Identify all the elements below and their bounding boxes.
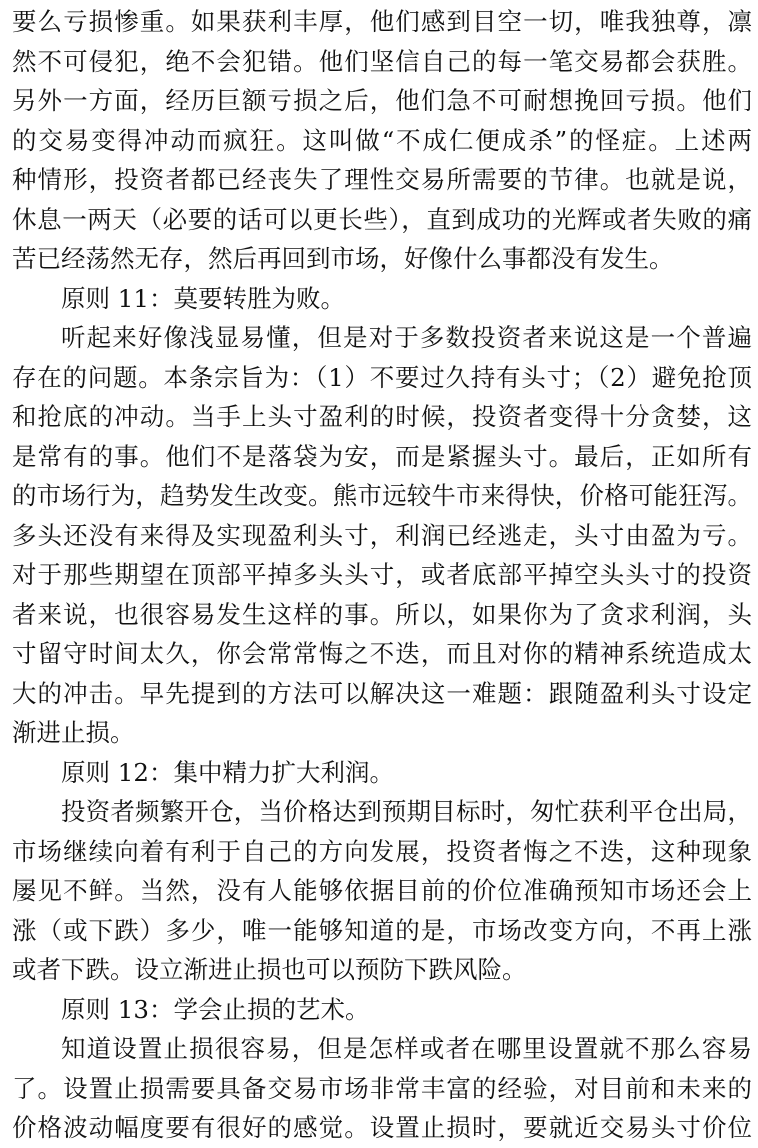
text-line: 听起来好像浅显易懂，但是对于多数投资者来说这是一个普遍 — [61, 323, 752, 352]
text-line: 存在的问题。本条宗旨为：（1）不要过久持有头寸；（2）避免抢顶 — [12, 362, 752, 392]
text-line: 屡见不鲜。当然，没有人能够依据目前的价位准确预知市场还会上 — [12, 876, 752, 905]
text-line: 大的冲击。早先提到的方法可以解决这一难题：跟随盈利头寸设定 — [12, 678, 752, 708]
text-line: 的市场行为，趋势发生改变。熊市远较牛市来得快，价格可能狂泻。 — [12, 481, 752, 510]
text-line: 渐进止损。 — [12, 718, 135, 747]
text-line: 另外一方面，经历巨额亏损之后，他们急不可耐想挽回亏损。他们 — [12, 86, 752, 115]
text-line: 知道设置止损很容易，但是怎样或者在哪里设置就不那么容易 — [61, 1034, 752, 1063]
text-line: 了。设置止损需要具备交易市场非常丰富的经验，对目前和未来的 — [12, 1073, 752, 1103]
principle-heading: 原则 12：集中精力扩大利润。 — [61, 757, 394, 787]
text-line: 是常有的事。他们不是落袋为安，而是紧握头寸。最后，正如所有 — [12, 441, 752, 471]
text-line: 者来说，也很容易发生这样的事。所以，如果你为了贪求利润，头 — [12, 599, 752, 629]
text-line: 多头还没有来得及实现盈利头寸，利润已经逃走，头寸由盈为亏。 — [12, 520, 752, 550]
principle-heading: 原则 13：学会止损的艺术。 — [61, 994, 370, 1024]
text-line: 对于那些期望在顶部平掉多头头寸，或者底部平掉空头头寸的投资 — [12, 560, 752, 589]
text-line: 投资者频繁开仓，当价格达到预期目标时，匆忙获利平仓出局， — [61, 797, 752, 826]
text-line: 的交易变得冲动而疯狂。这叫做“不成仁便成杀”的怪症。上述两 — [12, 125, 752, 155]
text-line: 种情形，投资者都已经丧失了理性交易所需要的节律。也就是说， — [12, 165, 752, 194]
text-line: 市场继续向着有利于自己的方向发展，投资者悔之不迭，这种现象 — [12, 836, 752, 866]
text-line: 涨（或下跌）多少，唯一能够知道的是，市场改变方向，不再上涨 — [12, 915, 752, 945]
text-line: 休息一两天（必要的话可以更长些），直到成功的光辉或者失败的痛 — [12, 204, 752, 234]
principle-heading: 原则 11：莫要转胜为败。 — [61, 283, 345, 313]
text-line: 要么亏损惨重。如果获利丰厚，他们感到目空一切，唯我独尊，凛 — [12, 7, 752, 36]
text-line: 寸留守时间太久，你会常常悔之不迭，而且对你的精神系统造成太 — [12, 639, 752, 668]
text-line: 或者下跌。设立渐进止损也可以预防下跌风险。 — [12, 955, 527, 984]
text-line: 价格波动幅度要有很好的感觉。设置止损时，要就近交易头寸价位 — [12, 1113, 752, 1142]
text-line: 然不可侵犯，绝不会犯错。他们坚信自己的每一笔交易都会获胜。 — [12, 46, 752, 76]
text-line: 和抢底的冲动。当手上头寸盈利的时候，投资者变得十分贪婪，这 — [12, 402, 752, 431]
text-line: 苦已经荡然无存，然后再回到市场，好像什么事都没有发生。 — [12, 244, 674, 273]
